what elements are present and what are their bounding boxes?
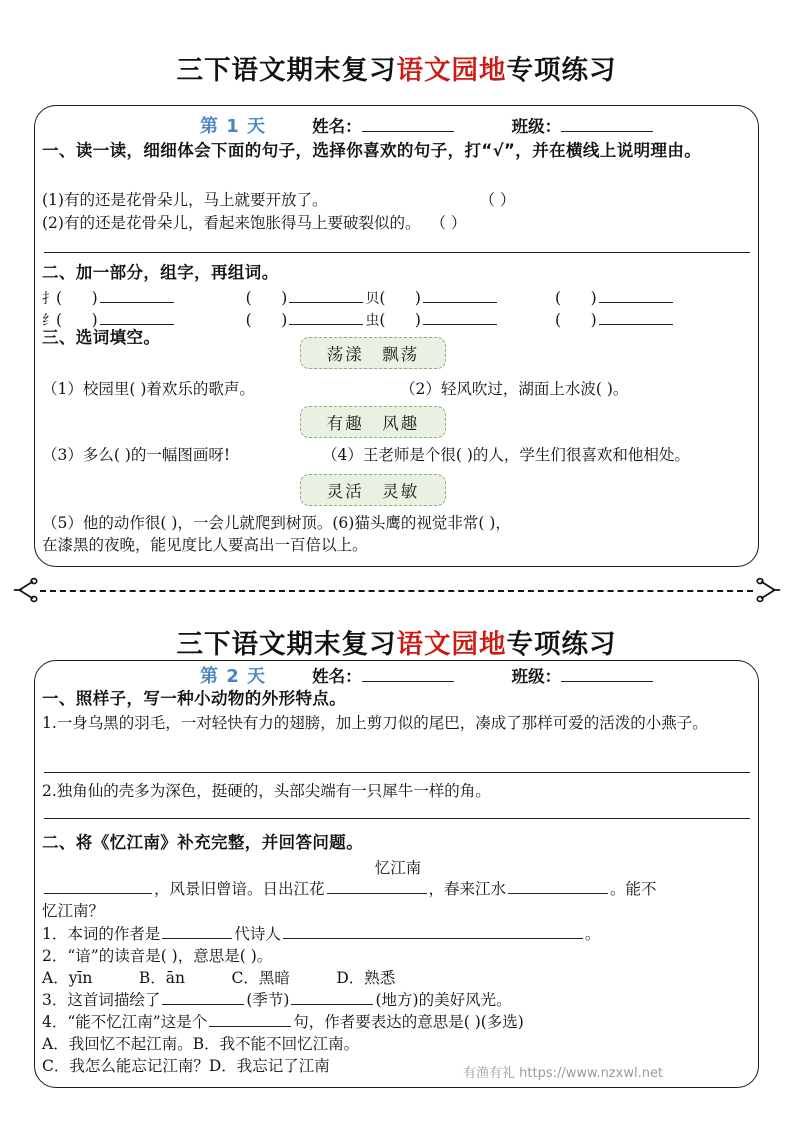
name-input-1[interactable] [362,114,454,132]
word-blank-2d[interactable] [599,310,673,325]
poem-title: 忆江南 [374,859,422,877]
cut-divider-line [40,590,753,592]
item-text: (1)有的还是花骨朵儿，马上就要开放了。 [42,191,328,209]
sheet-1-section-1-heading: 一、读一读，细细体会下面的句子，选择你喜欢的句子，打“√”，并在横线上说明理由。 [42,141,702,160]
sheet-1-reason-line[interactable] [44,252,750,253]
word-bank-1: 荡漾 飘荡 [300,337,446,369]
day-label-2: 第 2 天 [200,666,267,687]
name-label-2: 姓名： [312,667,362,686]
q4-text-a: 4．“能不忆江南”这是个 [42,1013,208,1031]
title-prefix: 三下语文期末复习 [176,55,397,86]
radical-left-2: 纟 [42,313,56,329]
radical-answer-1d[interactable]: ( ) [554,289,597,307]
q3-blank-2[interactable] [291,989,373,1005]
poem-fill-line [42,878,754,901]
radical-mid-2: 虫 [365,313,380,329]
sheet-1-title [0,48,793,87]
sheet-2-example-1: 1.一身乌黑的羽毛，一对轻快有力的翅膀，加上剪刀似的尾巴，凑成了那样可爱的活泼的小燕子。 [42,714,708,732]
word-blank-2b[interactable] [289,310,363,325]
item-bracket[interactable]: （ ） [430,214,467,232]
word-blank-2c[interactable] [423,310,497,325]
q1-text-c: 。 [584,925,601,943]
title-accent: 语文园地 [396,55,507,86]
item-text: (2)有的还是花骨朵儿，看起来饱胀得马上要破裂似的。 [42,214,421,232]
radical-left-1: 扌 [42,291,56,307]
q1-text-b: 代诗人 [234,925,281,943]
poem-fill-line-cont: 忆江南？ [42,902,105,920]
name-label-1: 姓名： [312,117,362,136]
word-blank-1b[interactable] [289,288,363,303]
radical-answer-2a[interactable]: ( ) [56,311,98,329]
word-bank-3: 灵活 灵敏 [300,474,446,506]
word-blank-1c[interactable] [423,288,497,303]
radical-answer-1c[interactable]: ( ) [379,289,421,307]
sheet-1-section-2-heading: 二、加一部分，组字，再组词。 [42,263,279,282]
poem-text-1: ，风景旧曾谙。日出江花 [154,880,325,898]
q4-blank-1[interactable] [209,1011,291,1027]
sheet-1-s3-q3: （3）多么( )的一幅图画呀! [42,446,231,464]
sheet-1-s3-q4: （4）王老师是个很( )的人，学生们很喜欢和他相处。 [322,446,690,464]
sheet-2-answer-line-2[interactable] [44,818,750,819]
class-label-2: 班级： [511,667,562,686]
q3-text-b: (季节) [246,991,290,1009]
class-label-1: 班级： [511,117,562,136]
sheet-2-q4-options-ab[interactable]: A．我回忆不起江南。B．我不能不回忆江南。 [42,1035,360,1053]
sheet-2-q4-options-cd[interactable]: C．我怎么能忘记江南？D．我忘记了江南 [42,1057,330,1075]
scissors-icon-left [12,577,38,603]
sheet-1-s1-item-1 [42,212,754,234]
day-label-1: 第 1 天 [200,116,267,137]
q3-text-a: 3．这首词描绘了 [42,991,161,1009]
item-bracket[interactable]: （ ） [479,191,516,209]
poem-blank-3[interactable] [508,878,608,894]
scissors-icon-right [756,577,782,603]
sheet-1-s3-q2: （2）轻风吹过，湖面上水波( )。 [400,380,629,398]
sheet-1-section-3-heading: 三、选词填空。 [42,328,161,347]
sheet-1-s3-q1: （1）校园里( )着欢乐的歌声。 [42,380,255,398]
word-bank-2: 有趣 风趣 [300,406,446,438]
q1-blank-1[interactable] [162,923,232,939]
radical-row-1 [42,288,754,308]
sheet-1-s3-q5: （5）他的动作很( )，一会儿就爬到树顶。(6)猫头鹰的视觉非常( )， [42,514,511,532]
poem-blank-2[interactable] [327,878,427,894]
q1-text-a: 1．本词的作者是 [42,925,161,943]
title-accent: 语文园地 [396,629,507,660]
radical-answer-1b[interactable]: ( ) [245,289,288,307]
q3-blank-1[interactable] [162,989,244,1005]
poem-text-2: ，春来江水 [428,880,507,898]
sheet-2-header [200,662,653,688]
sheet-2-title [0,622,793,661]
word-blank-1a[interactable] [100,288,174,303]
radical-mid-1: 贝 [365,291,380,307]
class-input-1[interactable] [561,114,653,132]
sheet-2-q2-options[interactable]: A．yīn B．ān C．黑暗 D．熟悉 [42,969,396,987]
sheet-2-q3 [42,989,512,1012]
title-prefix: 三下语文期末复习 [176,629,397,660]
sheet-1-header [200,112,653,138]
q3-text-c: (地方)的美好风光。 [375,991,512,1009]
sheet-2-example-2: 2.独角仙的壳多为深色，挺硬的，头部尖端有一只犀牛一样的角。 [42,782,491,800]
q1-blank-2[interactable] [283,923,583,939]
word-blank-1d[interactable] [599,288,673,303]
class-input-2[interactable] [561,664,653,682]
sheet-2-answer-line-1[interactable] [44,772,750,773]
sheet-2-q4 [42,1011,524,1034]
radical-answer-1a[interactable]: ( ) [56,289,98,307]
word-blank-2a[interactable] [100,310,174,325]
name-input-2[interactable] [362,664,454,682]
sheet-2-q1 [42,923,600,946]
sheet-2-section-1-heading: 一、照样子，写一种小动物的外形特点。 [42,689,347,708]
sheet-1-s1-item-0 [42,189,754,211]
sheet-2-section-2-heading: 二、将《忆江南》补充完整，并回答问题。 [42,833,364,852]
q4-text-b: 句，作者要表达的意思是( )(多选) [293,1013,524,1031]
radical-answer-2c[interactable]: ( ) [379,311,421,329]
radical-answer-2d[interactable]: ( ) [554,311,597,329]
sheet-1-s3-q5-cont: 在漆黑的夜晚，能见度比人要高出一百倍以上。 [42,536,368,554]
site-watermark: 有渔有礼 https://www.nzxwl.net [463,1066,664,1081]
title-suffix: 专项练习 [506,629,617,660]
poem-text-3: 。能不 [610,880,657,898]
sheet-2-q2: 2．“谙”的读音是( )，意思是( )。 [42,947,273,965]
radical-answer-2b[interactable]: ( ) [245,311,288,329]
poem-blank-1[interactable] [44,878,152,894]
title-suffix: 专项练习 [506,55,617,86]
